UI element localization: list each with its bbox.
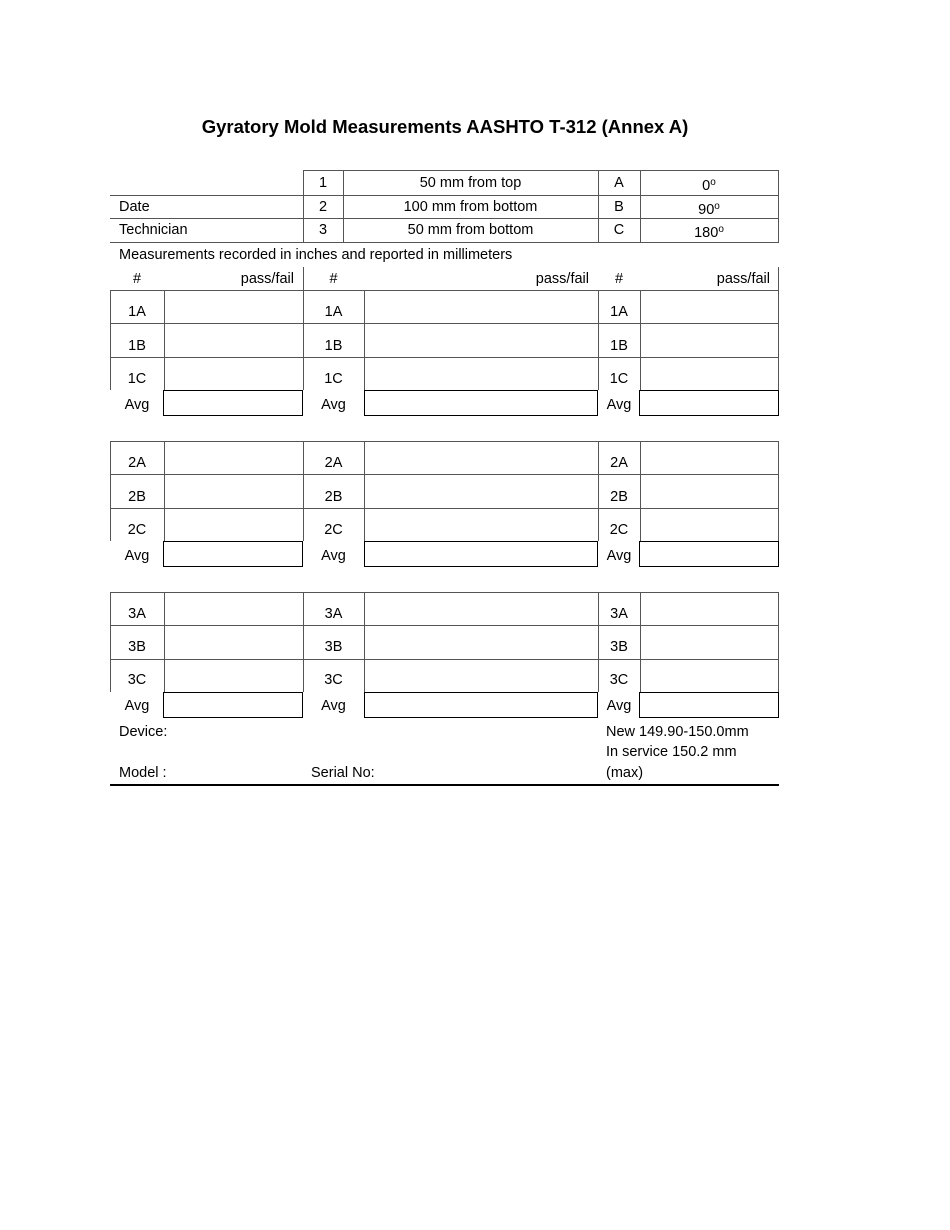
- row-label: 2C: [127, 522, 147, 538]
- position-num: 3: [318, 222, 328, 238]
- model-label: Model :: [119, 765, 167, 781]
- column-header-num: #: [614, 271, 624, 287]
- row-label: 3A: [324, 606, 343, 622]
- avg-input-box[interactable]: [364, 541, 598, 567]
- row-label: 2A: [128, 455, 146, 471]
- row-label: 1B: [324, 338, 343, 354]
- row-label: 2A: [324, 455, 343, 471]
- avg-label: Avg: [321, 397, 346, 413]
- position-degree: 90$^o$: [698, 201, 720, 218]
- row-label: 3B: [324, 639, 343, 655]
- row-label: 1B: [610, 338, 628, 354]
- device-label: Device:: [119, 724, 168, 740]
- row-label: 2C: [324, 522, 343, 538]
- avg-label: Avg: [606, 397, 632, 413]
- avg-label: Avg: [321, 698, 346, 714]
- avg-input-box[interactable]: [639, 541, 779, 567]
- position-letter: B: [614, 199, 624, 215]
- position-degree: 180$^o$: [694, 224, 724, 241]
- row-label: 2B: [324, 489, 343, 505]
- spec-max: (max): [606, 765, 644, 781]
- row-label: 1C: [324, 371, 343, 387]
- avg-label: Avg: [124, 397, 150, 413]
- column-header-pass-fail: pass/fail: [240, 271, 294, 287]
- avg-input-box[interactable]: [639, 692, 779, 718]
- avg-input-box[interactable]: [364, 692, 598, 718]
- position-desc: 50 mm from bottom: [407, 222, 534, 238]
- row-label: 3B: [128, 639, 146, 655]
- column-header-num: #: [329, 271, 338, 287]
- spec-new: New 149.90-150.0mm: [606, 724, 749, 740]
- avg-input-box[interactable]: [163, 390, 303, 416]
- row-label: 3C: [609, 672, 629, 688]
- row-label: 3C: [324, 672, 343, 688]
- position-desc: 100 mm from bottom: [403, 199, 538, 215]
- row-label: 1B: [128, 338, 146, 354]
- avg-input-box[interactable]: [163, 541, 303, 567]
- row-label: 2B: [610, 489, 628, 505]
- avg-label: Avg: [321, 548, 346, 564]
- row-label: 3A: [128, 606, 146, 622]
- position-desc: 50 mm from top: [419, 175, 522, 191]
- row-label: 1A: [128, 304, 146, 320]
- row-label: 2C: [609, 522, 629, 538]
- row-label: 1A: [610, 304, 628, 320]
- avg-label: Avg: [124, 548, 150, 564]
- position-letter: C: [613, 222, 625, 238]
- row-label: 3A: [610, 606, 628, 622]
- row-label: 3B: [610, 639, 628, 655]
- page-title: Gyratory Mold Measurements AASHTO T-312 (Annex A): [201, 116, 689, 137]
- technician-label: Technician: [119, 222, 188, 238]
- date-label: Date: [119, 199, 150, 215]
- avg-input-box[interactable]: [163, 692, 303, 718]
- position-degree: 0$^o$: [702, 177, 716, 194]
- avg-label: Avg: [606, 548, 632, 564]
- position-num: 1: [318, 175, 328, 191]
- serial-label: Serial No:: [311, 765, 375, 781]
- avg-input-box[interactable]: [364, 390, 598, 416]
- row-label: 2A: [610, 455, 628, 471]
- row-label: 1C: [127, 371, 147, 387]
- position-num: 2: [318, 199, 328, 215]
- avg-input-box[interactable]: [639, 390, 779, 416]
- column-header-pass-fail: pass/fail: [535, 271, 589, 287]
- spec-in-service: In service 150.2 mm: [606, 744, 737, 760]
- column-header-pass-fail: pass/fail: [716, 271, 770, 287]
- row-label: 2B: [128, 489, 146, 505]
- position-letter: A: [614, 175, 624, 191]
- avg-label: Avg: [124, 698, 150, 714]
- column-header-num: #: [132, 271, 142, 287]
- row-label: 1C: [609, 371, 629, 387]
- row-label: 3C: [127, 672, 147, 688]
- row-label: 1A: [324, 304, 343, 320]
- units-note: Measurements recorded in inches and reported in millimeters: [119, 247, 513, 263]
- avg-label: Avg: [606, 698, 632, 714]
